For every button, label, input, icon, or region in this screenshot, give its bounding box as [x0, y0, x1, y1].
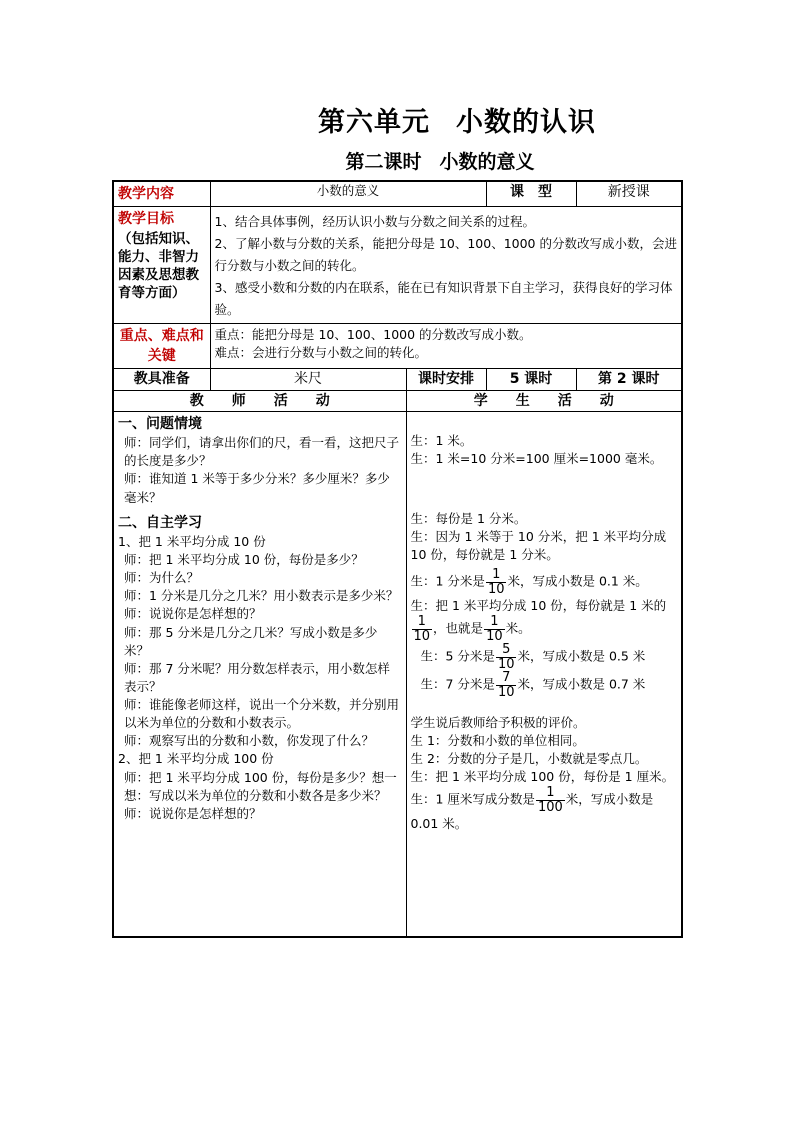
- teacher-line: 师：谁知道 1 米等于多少分米？多少厘米？多少毫米？: [124, 471, 390, 505]
- teacher-line: 师：把 1 米平均分成 10 份，每份是多少？: [124, 552, 364, 568]
- row-keypoints: [113, 323, 682, 369]
- goal-item: 1、结合具体事例，经历认识小数与分数之间关系的过程。: [214, 214, 535, 230]
- student-line: 生：1 米=10 分米=100 厘米=1000 毫米。: [410, 450, 663, 466]
- student-activities: [406, 411, 682, 937]
- student-line-fraction: [411, 568, 678, 596]
- prep-label: 教具准备: [113, 369, 210, 390]
- goal-item: 3、感受小数和分数的内在联系，能在已有知识背景下自主学习，获得良好的学习体验。: [214, 279, 673, 317]
- lesson-subtitle: [0, 147, 794, 174]
- unit-title-part1: 第六单元: [318, 107, 430, 138]
- student-line: 生：1 米。: [410, 432, 473, 448]
- content-label-cell: [113, 181, 210, 207]
- subsection-heading: 1、把 1 米平均分成 10 份: [118, 533, 266, 549]
- numerator: 5: [502, 642, 511, 658]
- goal-item: 2、了解小数与分数的关系，能把分母是 10、100、1000 的分数改写成小数，会进行分数与小数之间的转化。: [214, 236, 677, 274]
- text: ，也就是: [433, 620, 484, 636]
- student-line-fraction: [411, 597, 678, 643]
- text: 米，写成小数是 0.7 米: [517, 677, 646, 693]
- goals-label-detail: （包括知识、能力、非智力因素及思想教育等方面）: [118, 230, 199, 302]
- text: 米，写成小数是 0.1 米。: [507, 574, 648, 590]
- goals-content: [210, 207, 682, 323]
- fraction-1-10: [412, 615, 433, 643]
- numerator: 1: [417, 613, 426, 629]
- unit-title-part2: 小数的认识: [456, 107, 596, 138]
- text: 米。: [505, 620, 531, 636]
- denominator: 10: [413, 628, 431, 644]
- student-line: 生 1：分数和小数的单位相同。: [410, 732, 585, 748]
- numerator: 1: [546, 785, 555, 801]
- denominator: 10: [486, 628, 503, 644]
- text: 生：5 分米是: [420, 648, 495, 664]
- fraction-1-10: [486, 568, 507, 596]
- schedule-label: 课时安排: [406, 369, 486, 390]
- student-line: 生：因为 1 米等于 10 分米，把 1 米平均分成 10 份，每份就是 1 分米。: [410, 529, 667, 563]
- fraction-7-10: [496, 671, 517, 699]
- denominator: 10: [497, 656, 515, 672]
- teacher-activities: [113, 411, 406, 937]
- fraction-1-10: [484, 615, 505, 643]
- student-line: 学生说后教师给予积极的评价。: [410, 714, 586, 730]
- fraction-1-100: [536, 786, 565, 814]
- schedule-value: 5 课时: [486, 369, 576, 390]
- text: 生：7 分米是: [420, 677, 495, 693]
- teacher-line: 师：为什么？: [124, 570, 200, 586]
- teacher-line: 师：观察写出的分数和小数，你发现了什么？: [124, 733, 375, 749]
- teacher-line: 师：1 分米是几分之几米？用小数表示是多少米？: [124, 588, 399, 604]
- denominator: 10: [497, 685, 515, 701]
- keypoints-label: 重点、难点和关键: [119, 327, 204, 364]
- subtitle-part2: 小数的意义: [439, 151, 535, 173]
- teacher-line: 师：那 5 分米是几分之几米？写成小数是多少米？: [124, 624, 378, 658]
- fraction-5-10: [496, 643, 517, 671]
- teacher-line: 师：那 7 分米呢？用分数怎样表示，用小数怎样表示？: [124, 660, 390, 694]
- student-activity-header: 学 生 活 动: [406, 390, 682, 411]
- student-line-fraction: [411, 643, 678, 671]
- row-goals: [113, 207, 682, 323]
- lesson-plan-table: [112, 180, 683, 938]
- section-heading: 二、自主学习: [118, 514, 202, 531]
- student-line: 生：每份是 1 分米。: [410, 511, 527, 527]
- text: 生：1 厘米写成分数是: [410, 791, 535, 807]
- prep-value: 米尺: [210, 369, 406, 390]
- text: 米，写成小数是 0.01 米。: [410, 791, 654, 831]
- text: 米，写成小数是 0.5 米: [517, 648, 646, 664]
- text: 生：1 分米是: [410, 574, 485, 590]
- teacher-activity-header: 教 师 活 动: [113, 390, 406, 411]
- teacher-line: 师：说说你是怎样想的？: [124, 805, 262, 821]
- numerator: 1: [490, 613, 499, 629]
- row-activity-headers: [113, 390, 682, 411]
- goals-label-cell: [113, 207, 210, 323]
- student-line: 生 2：分数的分子是几，小数就是零点几。: [410, 750, 648, 766]
- denominator: 10: [487, 582, 505, 598]
- keypoints-content: [210, 323, 682, 369]
- subtitle-part1: 第二课时: [345, 151, 422, 173]
- content-value: 小数的意义: [210, 181, 486, 207]
- goals-label-red: 教学目标: [118, 211, 174, 228]
- subsection-heading: 2、把 1 米平均分成 100 份: [118, 751, 274, 767]
- student-line-fraction: [411, 671, 678, 699]
- student-line: 生：把 1 米平均分成 100 份，每份是 1 厘米。: [410, 769, 675, 785]
- section-heading: 一、问题情境: [118, 415, 202, 432]
- numerator: 7: [502, 670, 511, 686]
- type-label: 课 型: [486, 181, 576, 207]
- unit-title: [0, 100, 794, 139]
- numerator: 1: [492, 567, 501, 583]
- row-activities: [113, 411, 682, 937]
- text: 生：把 1 米平均分成 10 份，每份就是 1 米的: [410, 597, 667, 613]
- teacher-line: 师：谁能像老师这样，说出一个分米数，并分别用以米为单位的分数和小数表示。: [124, 697, 400, 731]
- row-prep: [113, 369, 682, 390]
- teacher-line: 师：说说你是怎样想的？: [124, 606, 262, 622]
- keypoints-label-cell: [113, 323, 210, 369]
- teacher-line: 师：把 1 米平均分成 100 份，每份是多少？想一想：写成以米为单位的分数和小数各是多少米？: [124, 769, 397, 803]
- teacher-line: 师：同学们，请拿出你们的尺，看一看，这把尺子的长度是多少？: [124, 435, 400, 469]
- student-line-fraction: [411, 786, 678, 832]
- content-label: 教学内容: [118, 186, 174, 202]
- denominator: 100: [537, 799, 563, 815]
- current-lesson: 第 2 课时: [576, 369, 682, 390]
- row-content: [113, 181, 682, 207]
- key-point: 重点：能把分母是 10、100、1000 的分数改写成小数。: [214, 326, 532, 342]
- difficult-point: 难点：会进行分数与小数之间的转化。: [214, 344, 428, 360]
- type-value: 新授课: [576, 181, 682, 207]
